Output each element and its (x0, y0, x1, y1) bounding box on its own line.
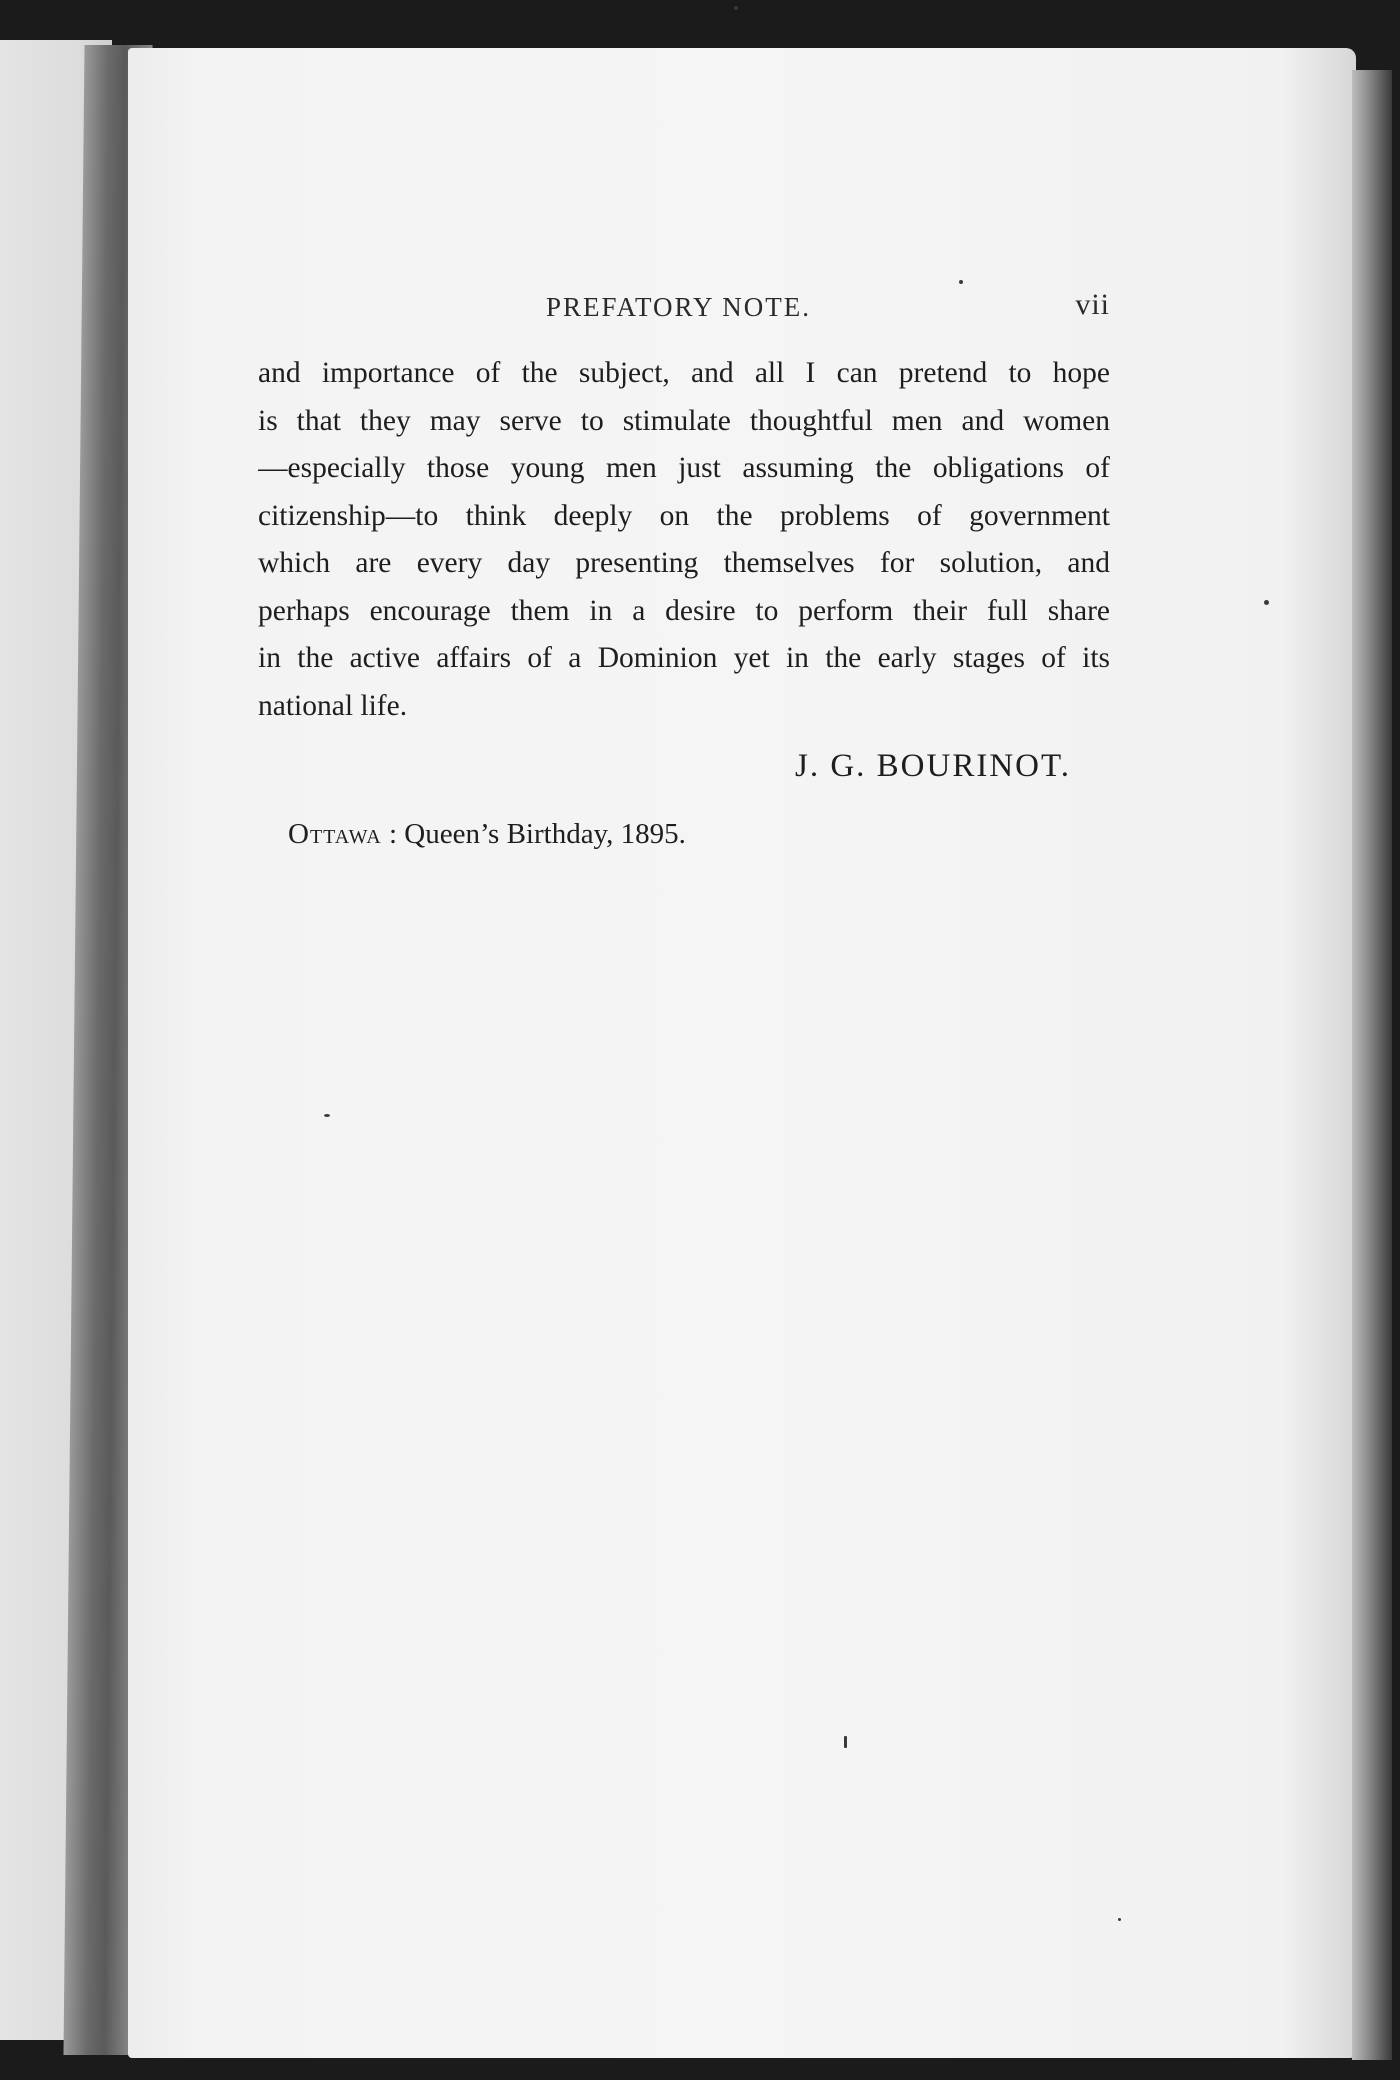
text-line: —especially those young men just assuming the obligations of (258, 452, 1110, 484)
scan-speck (959, 280, 963, 284)
scan-speck (844, 1736, 847, 1748)
text-line: in the active affairs of a Dominion yet in the early stages of its (258, 642, 1110, 674)
text-line: which are every day presenting themselves for solution, and (258, 547, 1110, 579)
text-line: is that they may serve to stimulate thoughtful men and women (258, 404, 1110, 437)
dateline-separator: : (381, 818, 398, 850)
page-block-edge (1352, 70, 1392, 2060)
scan-speck (324, 1114, 330, 1117)
dateline (288, 818, 686, 851)
running-title: PREFATORY NOTE. (546, 292, 812, 322)
scan-speck (734, 6, 738, 10)
text-line: perhaps encourage them in a desire to perform their full share (258, 594, 1110, 627)
text-line: national life. (258, 689, 408, 722)
dateline-text: Queen’s Birthday, 1895. (397, 818, 686, 850)
running-head (258, 288, 1110, 328)
text-line: and importance of the subject, and all I can pretend to hope (258, 357, 1110, 389)
dateline-place: Ottawa (288, 818, 382, 850)
body-paragraph (258, 350, 1110, 730)
page-number: vii (1075, 288, 1110, 321)
scan-speck (1264, 600, 1269, 605)
text-line: citizenship—to think deeply on the problems of government (258, 499, 1110, 532)
scan-speck (1118, 1918, 1121, 1921)
author-signature: J. G. BOURINOT. (795, 748, 1071, 784)
